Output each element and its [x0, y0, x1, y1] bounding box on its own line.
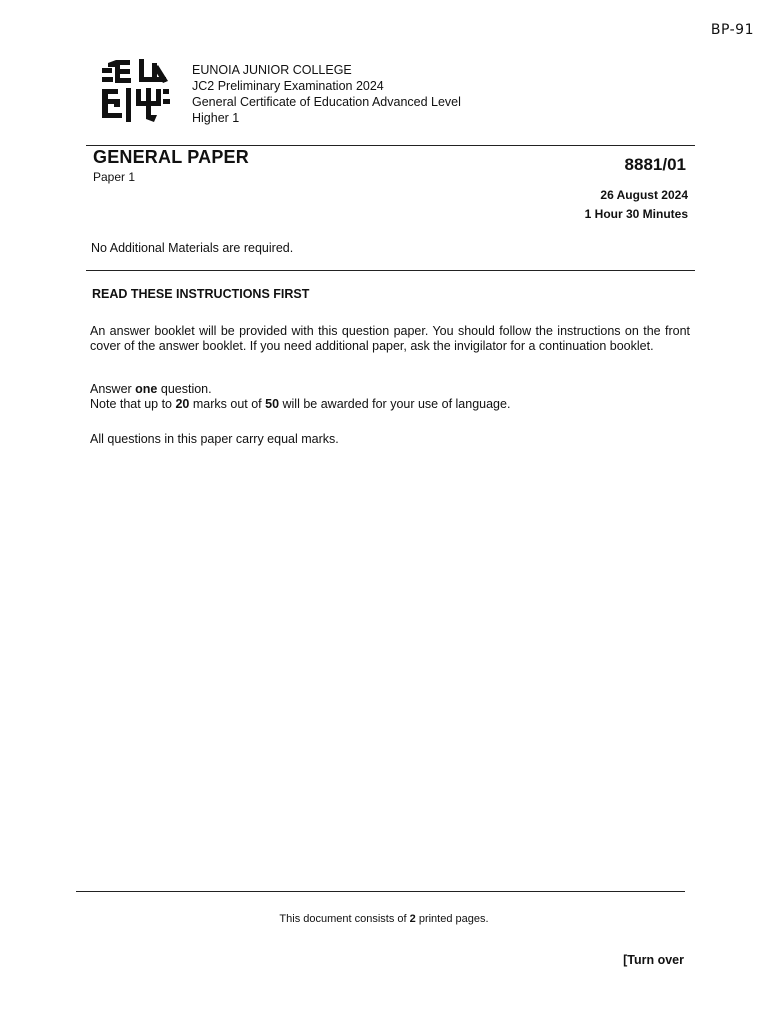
subject-title: GENERAL PAPER: [93, 147, 249, 167]
paper-code: 8881/01: [624, 155, 686, 174]
certificate-name: General Certificate of Education Advanced Level: [192, 95, 461, 109]
answer-booklet-instruction: An answer booklet will be provided with this question paper. You should follow the instructions on the front cover of the answer booklet. If you need additional paper, ask the invigilator for a continuation booklet.: [90, 324, 690, 353]
header-divider: [86, 145, 695, 146]
answer-suffix: question.: [157, 382, 212, 396]
paper-name: Paper 1: [93, 170, 136, 184]
exam-name: JC2 Preliminary Examination 2024: [192, 79, 384, 93]
turn-over-label: [Turn over: [623, 953, 684, 967]
note-suffix: will be awarded for your use of language.: [279, 397, 511, 411]
college-name: EUNOIA JUNIOR COLLEGE: [192, 63, 352, 77]
language-marks: 20: [175, 397, 190, 411]
footer-divider: [76, 891, 685, 892]
pages-suffix: printed pages.: [415, 913, 489, 925]
college-logo-mark: [102, 59, 170, 122]
answer-count-line: [90, 382, 690, 397]
college-logo: [100, 55, 174, 125]
answer-prefix: Answer: [90, 382, 136, 396]
pages-prefix: This document consists of: [279, 913, 410, 925]
equal-marks-note: All questions in this paper carry equal marks.: [90, 432, 339, 446]
exam-level: Higher 1: [192, 111, 240, 125]
answer-count: one: [135, 382, 158, 396]
document-reference-code: BP-91: [710, 22, 754, 38]
answer-instructions: [90, 382, 690, 412]
instructions-divider: [86, 270, 695, 271]
exam-header-block: [192, 62, 461, 126]
page-count-note: [0, 913, 768, 925]
total-marks: 50: [265, 397, 280, 411]
exam-date: 26 August 2024: [600, 188, 688, 202]
materials-note: No Additional Materials are required.: [91, 241, 294, 255]
exam-duration: 1 Hour 30 Minutes: [584, 207, 688, 221]
pages-count: 2: [409, 913, 416, 925]
language-marks-line: [90, 397, 690, 412]
instructions-heading: READ THESE INSTRUCTIONS FIRST: [92, 287, 310, 301]
note-middle: marks out of: [189, 397, 266, 411]
note-prefix: Note that up to: [90, 397, 176, 411]
